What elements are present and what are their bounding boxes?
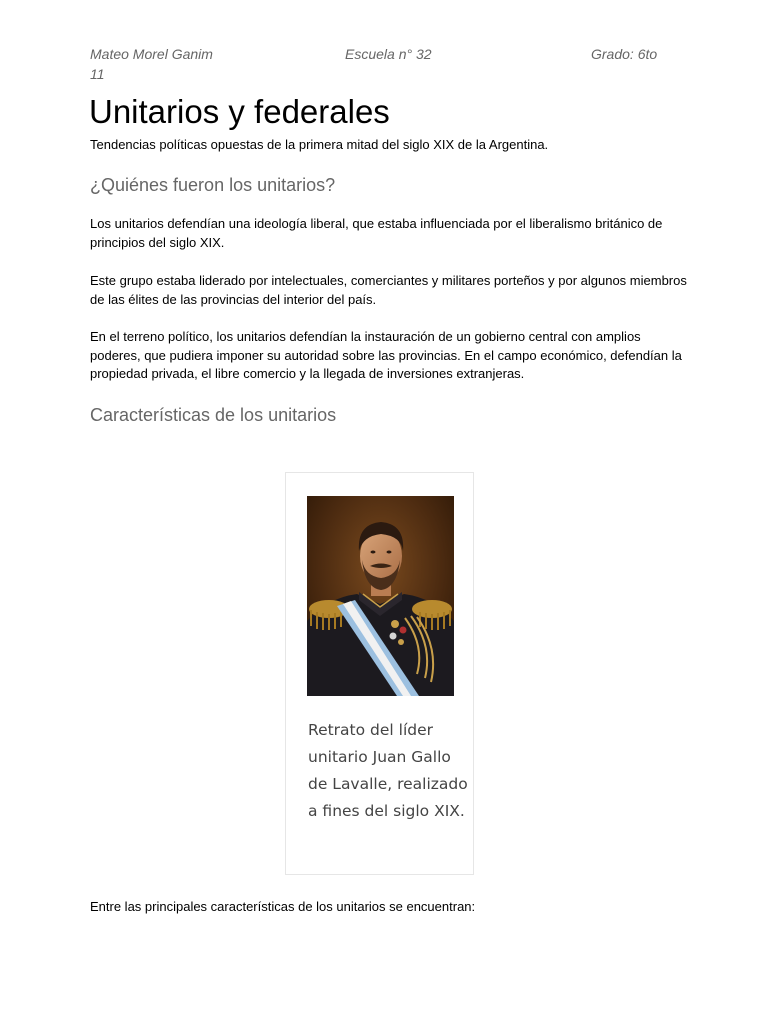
paragraph-caracteristicas-intro: Entre las principales características de los unitarios se encuentran:	[90, 899, 476, 914]
author-name: Mateo Morel Ganim	[90, 46, 213, 62]
portrait-image	[307, 496, 454, 696]
grade-label: Grado: 6to	[591, 46, 658, 62]
section-heading-caracteristicas: Características de los unitarios	[90, 405, 337, 425]
paragraph-politica-economia: En el terreno político, los unitarios defendían la instauración de un gobierno central con amplios poderes, que pudiera imponer su autoridad sobre las provincias. En el campo económico, defendían la propiedad privada, el libre comercio y la llegada de inversiones extranjeras.	[90, 329, 682, 381]
paragraph-liderazgo: Este grupo estaba liderado por intelectuales, comerciantes y militares porteños y por algunos miembros de las élites de las provincias del interior del país.	[90, 273, 687, 307]
portrait-figure	[285, 472, 474, 875]
document-title: Unitarios y federales	[89, 93, 390, 130]
section-heading-unitarios: ¿Quiénes fueron los unitarios?	[90, 175, 336, 195]
portrait-caption: Retrato del líder unitario Juan Gallo de Lavalle, realizado a fines del siglo XIX.	[308, 721, 468, 820]
header-number: 11	[90, 66, 105, 82]
document-subtitle: Tendencias políticas opuestas de la primera mitad del siglo XIX de la Argentina.	[90, 137, 549, 152]
paragraph-ideologia: Los unitarios defendían una ideología liberal, que estaba influenciada por el liberalismo británico de principios del siglo XIX.	[90, 216, 663, 250]
school-name: Escuela n° 32	[345, 46, 432, 62]
